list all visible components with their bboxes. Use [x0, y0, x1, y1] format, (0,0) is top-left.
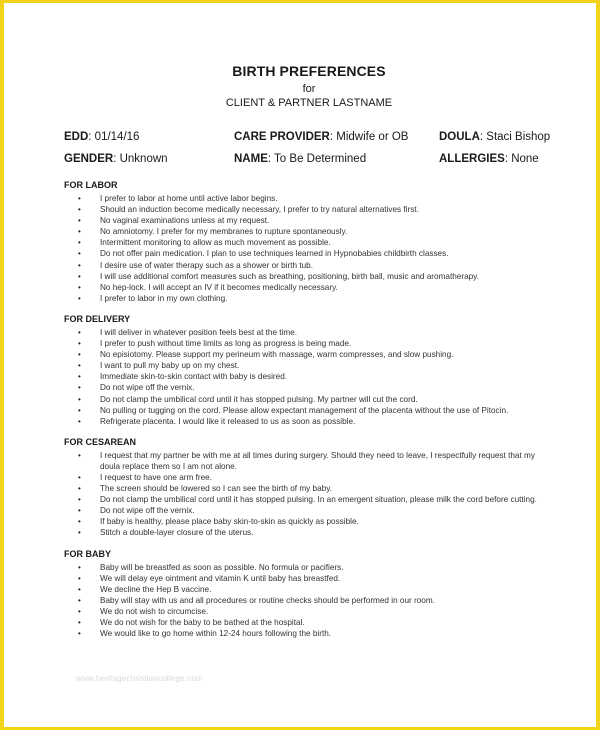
edd-label: EDD — [64, 131, 89, 143]
document-page — [4, 3, 596, 727]
list-item: • I request that my partner be with me at all times during surgery. Should they need to leave, I respectfully request that my doula replace them so I am not alone. — [100, 450, 554, 472]
edd-field — [64, 131, 234, 143]
list-item: • Refrigerate placenta. I would like it released to us as soon as possible. — [100, 416, 554, 427]
list-item: • Should an induction become medically necessary, I prefer to try natural alternatives first. — [100, 204, 554, 215]
section-heading: FOR CESAREAN — [64, 436, 137, 447]
subtitle-names: CLIENT & PARTNER LASTNAME — [225, 97, 393, 109]
section-heading: FOR DELIVERY — [64, 313, 131, 324]
list-item: • Do not clamp the umbilical cord until it has stopped pulsing. In an emergent situation, please milk the cord before cutting. — [100, 494, 554, 505]
list-item: • I request to have one arm free. — [100, 472, 554, 483]
list-item: • No pulling or tugging on the cord. Please allow expectant management of the placenta without the use of Pitocin. — [100, 405, 554, 416]
list-item: • Stitch a double-layer closure of the uterus. — [100, 527, 554, 538]
section-list — [64, 193, 554, 304]
section-heading: FOR BABY — [64, 548, 111, 559]
care-provider-value: : Midwife or OB — [329, 131, 409, 143]
name-field — [234, 153, 439, 165]
edd-value: : 01/14/16 — [88, 131, 140, 143]
section-heading: FOR LABOR — [64, 180, 118, 190]
list-item: • I prefer to labor at home until active labor begins. — [100, 193, 554, 204]
list-item: • Intermittent monitoring to allow as much movement as possible. — [100, 237, 554, 248]
name-value: : To Be Determined — [267, 153, 367, 165]
list-item: • The screen should be lowered so I can see the birth of my baby. — [100, 483, 554, 494]
gender-label: GENDER — [64, 153, 114, 165]
list-item: • Immediate skin-to-skin contact with baby is desired. — [100, 371, 554, 382]
list-item: • Do not offer pain medication. I plan to use techniques learned in Hypnobabies childbirth classes. — [100, 248, 554, 259]
watermark-text: www.heritagechristiancollege.com — [76, 674, 203, 683]
list-item: • No vaginal examinations unless at my request. — [100, 215, 554, 226]
list-item: • No amniotomy. I prefer for my membranes to rupture spontaneously. — [100, 226, 554, 237]
allergies-field — [439, 153, 554, 165]
list-item: • We do not wish for the baby to be bathed at the hospital. — [100, 617, 554, 628]
sections-container — [64, 180, 554, 639]
care-provider-field — [234, 131, 439, 143]
list-item: • Do not wipe off the vernix. — [100, 505, 554, 516]
gender-field — [64, 153, 234, 165]
document-title: BIRTH PREFERENCES — [232, 63, 386, 79]
doula-label: DOULA — [439, 131, 480, 143]
list-item: • I want to pull my baby up on my chest. — [100, 360, 554, 371]
list-item: • Baby will be breastfed as soon as possible. No formula or pacifiers. — [100, 562, 554, 573]
name-label: NAME — [234, 153, 268, 165]
list-item: • I desire use of water therapy such as a shower or birth tub. — [100, 260, 554, 271]
list-item: • Do not clamp the umbilical cord until it has stopped pulsing. My partner will cut the cord. — [100, 394, 554, 405]
subtitle-for: for — [302, 83, 316, 95]
doula-value: : Staci Bishop — [479, 131, 551, 143]
list-item: • I prefer to labor in my own clothing. — [100, 293, 554, 304]
list-item: • We decline the Hep B vaccine. — [100, 584, 554, 595]
gender-value: : Unknown — [113, 153, 168, 165]
list-item: • We will delay eye ointment and vitamin K until baby has breastfed. — [100, 573, 554, 584]
list-item: • I prefer to push without time limits as long as progress is being made. — [100, 338, 554, 349]
list-item: • We would like to go home within 12-24 hours following the birth. — [100, 628, 554, 639]
list-item: • If baby is healthy, please place baby skin-to-skin as quickly as possible. — [100, 516, 554, 527]
section-list — [64, 562, 554, 640]
section-list — [64, 327, 554, 427]
list-item: • I will deliver in whatever position feels best at the time. — [100, 327, 554, 338]
list-item: • I will use additional comfort measures such as breathing, positioning, birth ball, music and aromatherapy. — [100, 271, 554, 282]
info-grid — [64, 131, 554, 165]
allergies-value: : None — [504, 153, 539, 165]
doula-field — [439, 131, 554, 143]
list-item: • No episiotomy. Please support my perineum with massage, warm compresses, and slow pushing. — [100, 349, 554, 360]
care-provider-label: CARE PROVIDER — [234, 131, 330, 143]
list-item: • We do not wish to circumcise. — [100, 606, 554, 617]
list-item: • No hep-lock. I will accept an IV if it becomes medically necessary. — [100, 282, 554, 293]
allergies-label: ALLERGIES — [439, 153, 505, 165]
section-list — [64, 450, 554, 539]
list-item: • Baby will stay with us and all procedures or routine checks should be performed in our room. — [100, 595, 554, 606]
list-item: • Do not wipe off the vernix. — [100, 382, 554, 393]
